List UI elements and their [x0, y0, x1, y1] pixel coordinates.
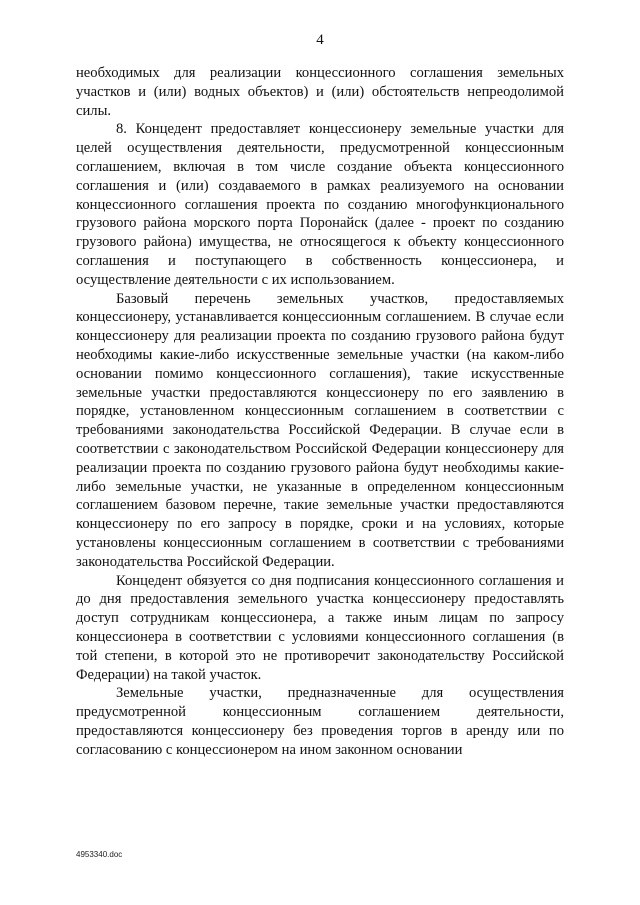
- paragraph-item-8: 8. Концедент предоставляет концессионеру земельные участки для целей осуществления деятельности, предусмотренной концессионным соглашением, включая в том числе создание объекта концессионного соглашения и (или) создаваемого в рамках реализуемого на основании концессионного соглашения проекта по созданию многофункционального грузового района морского порта Поронайск (далее - проект по созданию грузового района) имущества, не относящегося к объекту концессионного соглашения и поступающего в собственность концессионера, и осуществление деятельности с их использованием.: [76, 121, 564, 288]
- paragraph-base-list: Базовый перечень земельных участков, предоставляемых концессионеру, устанавливается концессионным соглашением. В случае если концессионеру для реализации проекта по созданию грузового района будут необходимы какие-либо искусственные земельные участки (на каком-либо основании помимо концессионного соглашения), такие искусственные земельные участки предоставляются концессионеру по его заявлению в порядке, установленном концессионным соглашением в соответствии с требованиями законодательства Российской Федерации. В случае если в соответствии с законодательством Российской Федерации концессионеру для реализации проекта по созданию грузового района будут необходимы какие-либо земельные участки, не указанные в определенном концессионным соглашением базовом перечне, такие земельные участки предоставляются концессионеру по его запросу в порядке, сроки и на условиях, которые установлены концессионным соглашением в соответствии с требованиями законодательства Российской Федерации.: [76, 290, 564, 570]
- page-number: 4: [316, 32, 324, 48]
- paragraph-access: Концедент обязуется со дня подписания концессионного соглашения и до дня предоставления земельного участка концессионеру предоставлять доступ сотрудникам концессионера, а также иным лицам по запросу концессионера в соответствии с условиями концессионного соглашения (в той степени, в которой это не противоречит законодательству Российской Федерации) на такой участок.: [76, 572, 564, 683]
- paragraph-continuation: необходимых для реализации концессионного соглашения земельных участков и (или) водных объектов) и (или) обстоятельств непреодолимой силы.: [76, 65, 564, 119]
- paragraph-land-lease: Земельные участки, предназначенные для осуществления предусмотренной концессионным соглашением деятельности, предоставляются концессионеру без проведения торгов в аренду или по согласованию с концессионером на ином законном основании: [76, 685, 564, 758]
- document-body: [76, 64, 564, 759]
- footer-filename: 4953340.doc: [76, 850, 123, 859]
